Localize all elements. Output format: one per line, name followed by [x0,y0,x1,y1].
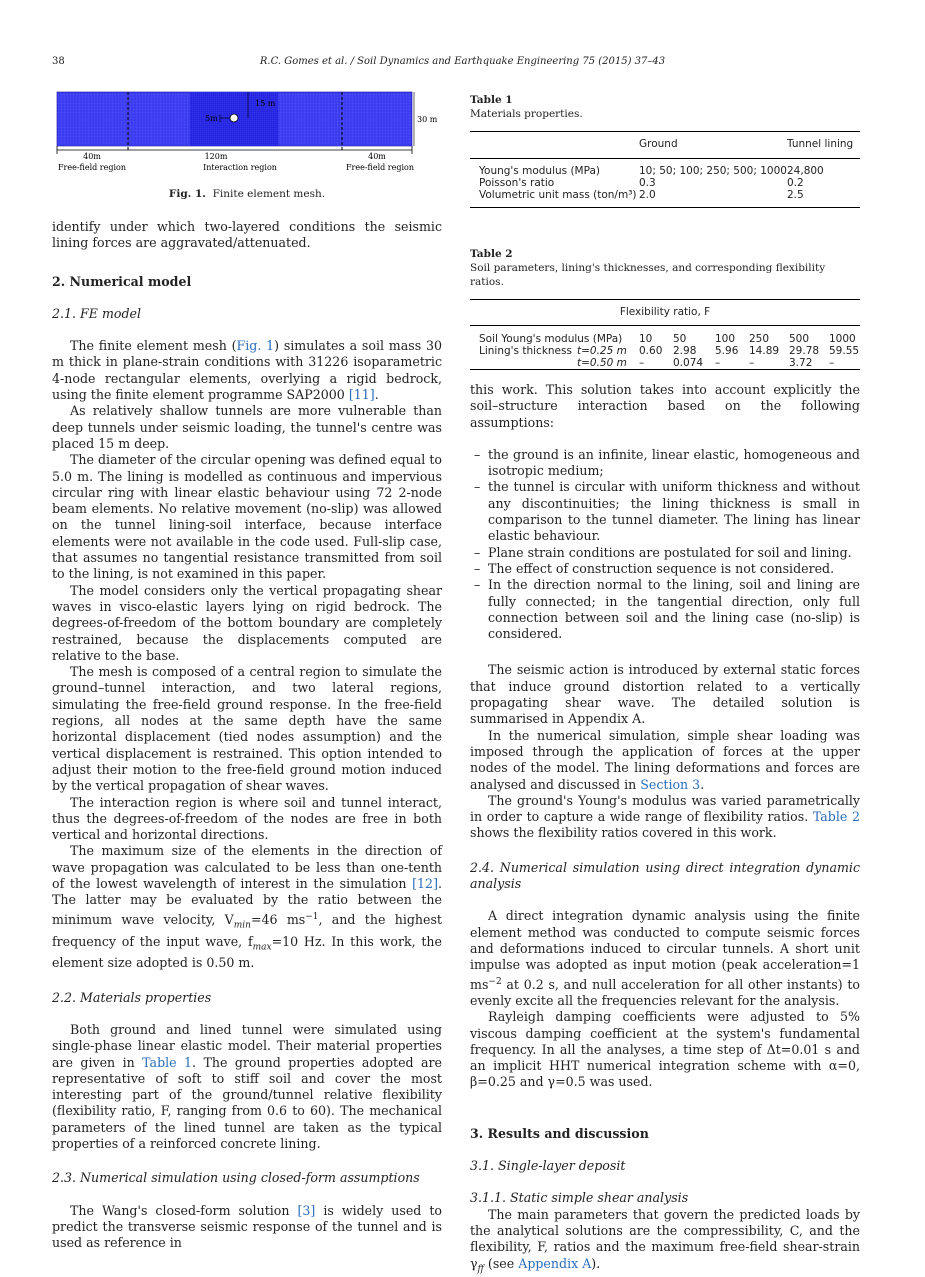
figure-1 [52,88,442,200]
table-2-thickness: t=0.50 m [577,357,627,369]
paragraph-simple-shear: In the numerical simulation, simple shear loading was imposed through the application of forces at the upper nodes of the model. The lining deformations and forces are analysed and discussed in Section 3. [470,727,860,792]
table-2-cell: 1000 [829,333,856,345]
table-2-cell: 0.60 [639,345,663,357]
table-2-label: Table 2 [470,248,513,260]
paragraph-wang-solution: The Wang's closed-form solution [3] is widely used to predict the transverse seismic response of the tunnel and is used as reference in [52,1202,443,1251]
region-left-width: 40m [83,152,101,161]
running-title: R.C. Gomes et al. / Soil Dynamics and Earthquake Engineering 75 (2015) 37–43 [259,56,666,67]
table-2-modulus-label: Soil Young's modulus (MPa) [479,333,623,345]
fig-1-link[interactable]: Fig. 1 [236,338,275,354]
paragraph-direct-integration: A direct integration dynamic analysis using the finite element method was conducted to compute seismic forces and deformations induced to circular tunnels. A short unit impulse was adopted as input motion (peak acceleration=1 $ms^{-2}$ at 0.2 s, and null acceleration for all other instants) to evenly excite all the frequencies relevant for the analysis. [470,908,860,1008]
paragraph-rayleigh: Rayleigh damping coefficients were adjusted to 5% viscous damping coefficient at the system's fundamental frequency. In all the analyses, a time step of Δt=0.01 s and an implicit HHT numerical integration scheme with α=0, β=0.25 and γ=0.5 was used. [470,1009,860,1090]
list-item: – In the direction normal to the lining, soil and lining are fully connected; in the tangential direction, only full connection between soil and the lining case (no-slip) is considered. [470,577,860,642]
paragraph-interaction-region: The interaction region is where soil and tunnel interact, thus the degrees-of-freedom of the nodes are free in both vertical and horizontal directions. [52,794,442,843]
assumption-list [470,447,860,643]
list-item: – Plane strain conditions are postulated for soil and lining. [470,545,860,561]
region-left-name: Free-field region [57,163,127,172]
finite-element-mesh-diagram [52,88,442,178]
section-3-heading: 3. Results and discussion [470,1125,649,1141]
table-2-cell: 10 [639,333,653,345]
section-2-3-heading: 2.3. Numerical simulation using closed-form assumptions [52,1170,420,1186]
table-1-cell: 2.5 [787,189,804,201]
table-2 [470,247,860,370]
intro-paragraph: identify under which two-layered conditions the seismic lining forces are aggravated/attenuated. [52,219,442,251]
table-1-cell: Poisson's ratio [479,177,555,189]
table-2-cell: 100 [715,333,736,345]
table-2-cell: 5.96 [715,345,739,357]
table-2-thickness: t=0.25 m [577,345,627,357]
ref-11-link[interactable]: [11] [348,387,375,403]
paragraph-shear-waves: The model considers only the vertical propagating shear waves in visco-elastic layers lying on rigid bedrock. The degrees-of-freedom of the bottom boundary are completely restrained, because the displacements computed are relative to the base. [52,582,442,663]
table-1-header-ground: Ground [639,138,678,150]
region-center-width: 120m [204,152,228,161]
table-1 [470,93,860,208]
region-right-name: Free-field region [345,163,415,172]
table-2-thickness-label: Lining's thickness [479,345,572,357]
table-2-cell: 250 [749,333,770,345]
dim-30m-label: 30 m [417,115,438,124]
dim-15m-label: 15 m [255,99,276,108]
region-right-width: 40m [368,152,386,161]
table-1-cell: 24,800 [787,165,824,177]
table-1-label: Table 1 [470,94,513,106]
section-3-link[interactable]: Section 3 [640,776,701,792]
table-2-cell: 59.55 [829,345,860,357]
tunnel-circle [230,114,238,122]
table-2-cell: 0.074 [673,357,704,369]
table-2-cell: 2.98 [673,345,697,357]
table-1-cell: 0.3 [639,177,656,189]
paragraph-seismic-action: The seismic action is introduced by external static forces that induce ground distortion related to a vertically propagating shear wave. The detailed solution is summarised in Appendix A. [470,662,860,727]
region-center-name: Interaction region [203,163,277,172]
ref-3-link[interactable]: [3] [297,1202,316,1218]
section-2-1-heading: 2.1. FE model [52,305,142,321]
table-2-cell: – [715,357,721,369]
section-2-4-heading: 2.4. Numerical simulation using direct integration dynamic analysis [470,859,860,892]
page-number: 38 [52,56,65,67]
figure-1-caption-text: Finite element mesh. [212,188,326,200]
table-1-link[interactable]: Table 1 [142,1054,193,1070]
paragraph-main-parameters: The main parameters that govern the predicted loads by the analytical solutions are the compressibility, C, and the flexibility, F, ratios and the maximum free-field shear-strain $\gamma_{ff}$ (see Appendix A). [470,1206,860,1275]
left-column [52,219,442,1252]
table-1-cell: Volumetric unit mass (ton/m³) [479,189,637,201]
paragraph-diameter: The diameter of the circular opening was defined equal to 5.0 m. The lining is modelled as continuous and impervious circular ring with linear elastic behaviour using 72 2-node beam elements. No relative movement (no-slip) was allowed on the tunnel lining-soil interface, because interface elements were not available in the code used. Full-slip case, that assumes no tangential resistance transmitted from soil to the lining, is not examined in this paper. [52,452,442,582]
table-1-cell: Young's modulus (MPa) [479,165,601,177]
list-item: – the tunnel is circular with uniform thickness and without any discontinuities; the lining thickness is small in comparison to the tunnel diameter. The lining has linear elastic behaviour. [470,479,860,544]
table-2-cell: 50 [673,333,687,345]
paragraph-shallow-tunnels: As relatively shallow tunnels are more vulnerable than deep tunnels under seismic loading, the tunnel's centre was placed 15 m deep. [52,403,442,451]
table-2-cell: 14.89 [749,345,780,357]
paragraph-young-modulus: The ground's Young's modulus was varied parametrically in order to capture a wide range of flexibility ratios. Table 2 shows the flexibility ratios covered in this work. [470,792,860,841]
paragraph-fe-mesh: The finite element mesh (Fig. 1) simulates a soil mass 30 m thick in plane-strain conditions with 31226 isoparametric 4-node rectangular elements, overlying a rigid bedrock, using the finite element programme SAP2000 [11]. [52,338,442,403]
paragraph-wang-assumptions: this work. This solution takes into account explicitly the soil–structure interaction based on the following assumptions: [470,382,860,430]
table-1-cell: 2.0 [639,189,656,201]
section-3-1-heading: 3.1. Single-layer deposit [470,1158,626,1174]
table-2-caption: Soil parameters, lining's thicknesses, and corresponding flexibility ratios. [470,262,826,288]
table-2-link[interactable]: Table 2 [812,809,860,825]
table-2-cell: 500 [789,333,810,345]
table-1-cell: 0.2 [787,177,804,189]
figure-1-caption-label: Fig. 1. [168,188,206,200]
section-2-heading: 2. Numerical model [52,273,192,289]
section-2-2-heading: 2.2. Materials properties [52,989,212,1005]
paragraph-mesh-regions: The mesh is composed of a central region to simulate the ground–tunnel interaction, and two lateral regions, simulating the free-field ground response. In the free-field regions, all nodes at the same depth have the same horizontal displacement (tied nodes assumption) and the vertical displacement is restrained. This option intended to adjust their motion to the free-field ground motion induced by the vertical propagation of shear waves. [52,664,442,794]
list-item: – The effect of construction sequence is not considered. [470,561,860,577]
right-column [470,382,860,1277]
list-item: – the ground is an infinite, linear elastic, homogeneous and isotropic medium; [470,447,860,480]
table-2-cell: 29.78 [789,345,820,357]
table-1-cell: 10; 50; 100; 250; 500; 1000 [639,165,787,177]
paragraph-element-size: The maximum size of the elements in the direction of wave propagation was calculated to be less than one-tenth of the lowest wavelength of interest in the simulation [12]. The latter may be evaluated by the ratio between the minimum wave velocity, $V_{min}=46$ $ms^{-1}$, and the highest frequency of the input wave, $f_{max}=10$ Hz. In this work, the element size adopted is 0.50 m. [52,843,442,971]
table-2-cell: – [749,357,755,369]
ref-12-link[interactable]: [12] [412,875,438,891]
paragraph-materials: Both ground and lined tunnel were simulated using single-phase linear elastic model. Their material properties are given in Table 1. The ground properties adopted are representative of soft to stiff soil and cover the most interesting part of the ground/tunnel relative flexibility (flexibility ratio, F, ranging from 0.6 to 60). The mechanical parameters of the lined tunnel are taken as the typical properties of a reinforced concrete lining. [52,1021,442,1152]
table-2-cell: 3.72 [789,357,813,369]
table-2-cell: – [639,357,645,369]
section-3-1-1-heading: 3.1.1. Static simple shear analysis [470,1190,689,1206]
table-1-caption: Materials properties. [470,108,583,120]
table-1-header-lining: Tunnel lining [787,138,854,150]
dim-5m-label: 5m [205,114,218,123]
table-2-group-header: Flexibility ratio, F [619,306,711,318]
figure-1-caption [52,188,442,200]
table-2-cell: – [829,357,835,369]
appendix-a-link[interactable]: Appendix A [518,1255,592,1271]
